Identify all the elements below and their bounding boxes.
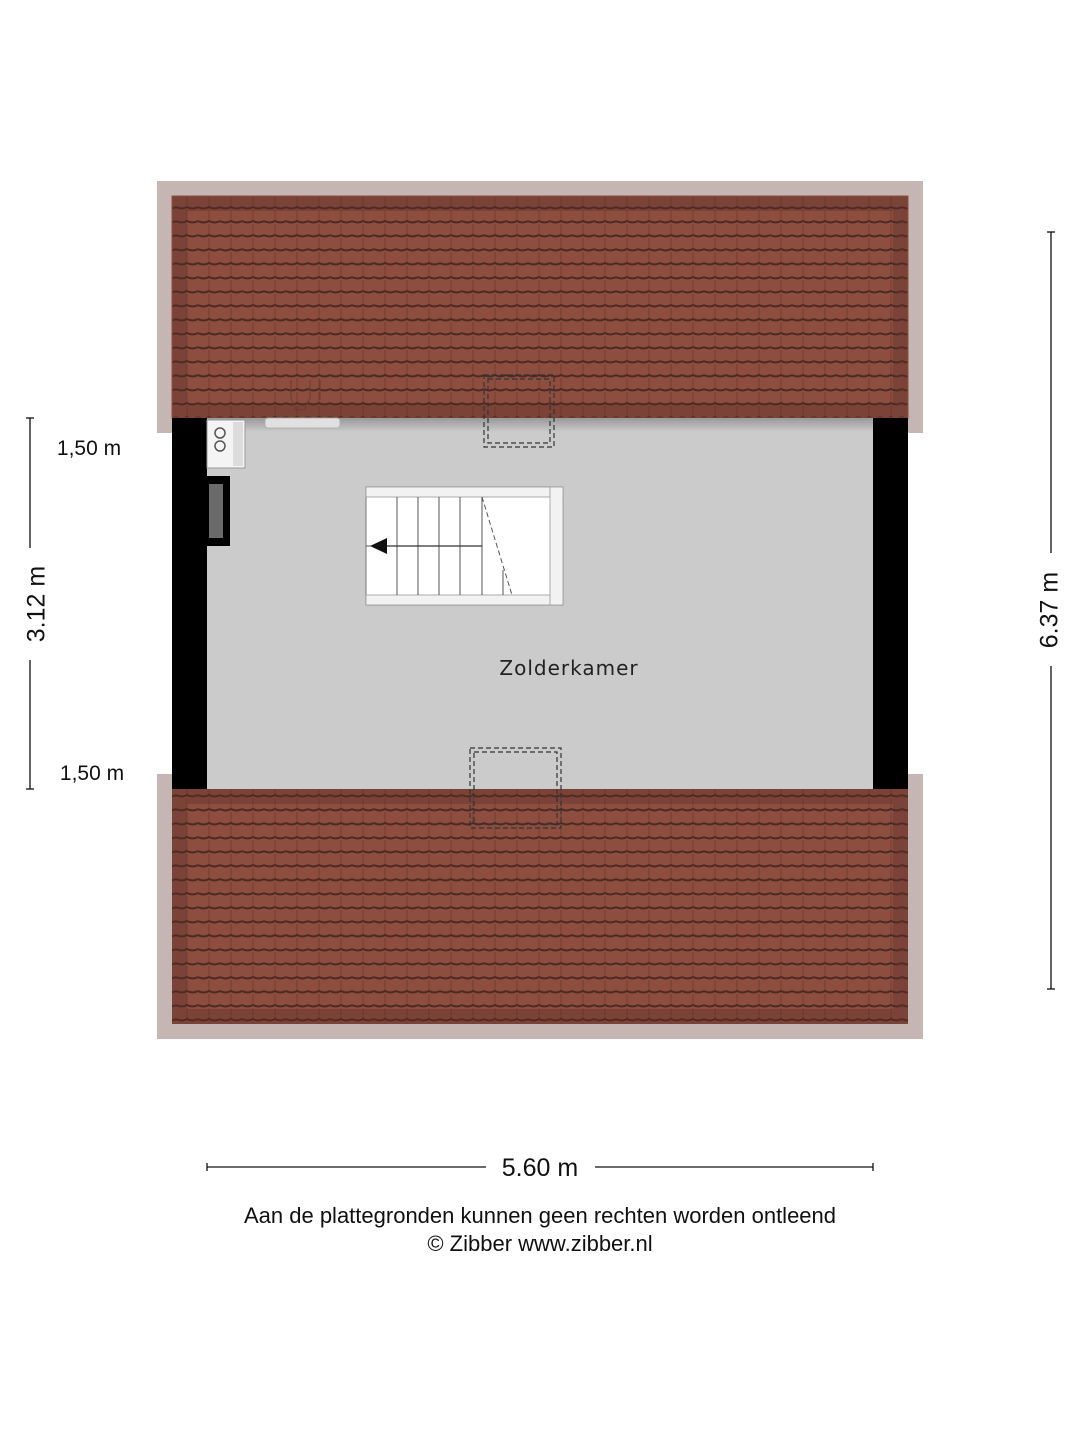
credit-text: © Zibber www.zibber.nl [427, 1231, 653, 1256]
dimension-depth-total: 6.37 m [1035, 571, 1064, 649]
dimension-roof-lower: 1,50 m [59, 762, 125, 785]
dimension-roof-upper: 1,50 m [56, 437, 122, 460]
wall-right [873, 418, 908, 789]
chimney [205, 476, 230, 546]
roof-upper [172, 196, 908, 418]
dimension-width: 5.60 m [501, 1154, 579, 1182]
radiator [265, 418, 340, 428]
room-label: Zolderkamer [499, 656, 639, 680]
boiler-unit [207, 420, 245, 468]
dimension-depth-room: 3.12 m [22, 565, 51, 643]
staircase [366, 487, 563, 605]
wall-left [172, 418, 207, 789]
disclaimer-text: Aan de plattegronden kunnen geen rechten worden ontleend [243, 1203, 837, 1228]
